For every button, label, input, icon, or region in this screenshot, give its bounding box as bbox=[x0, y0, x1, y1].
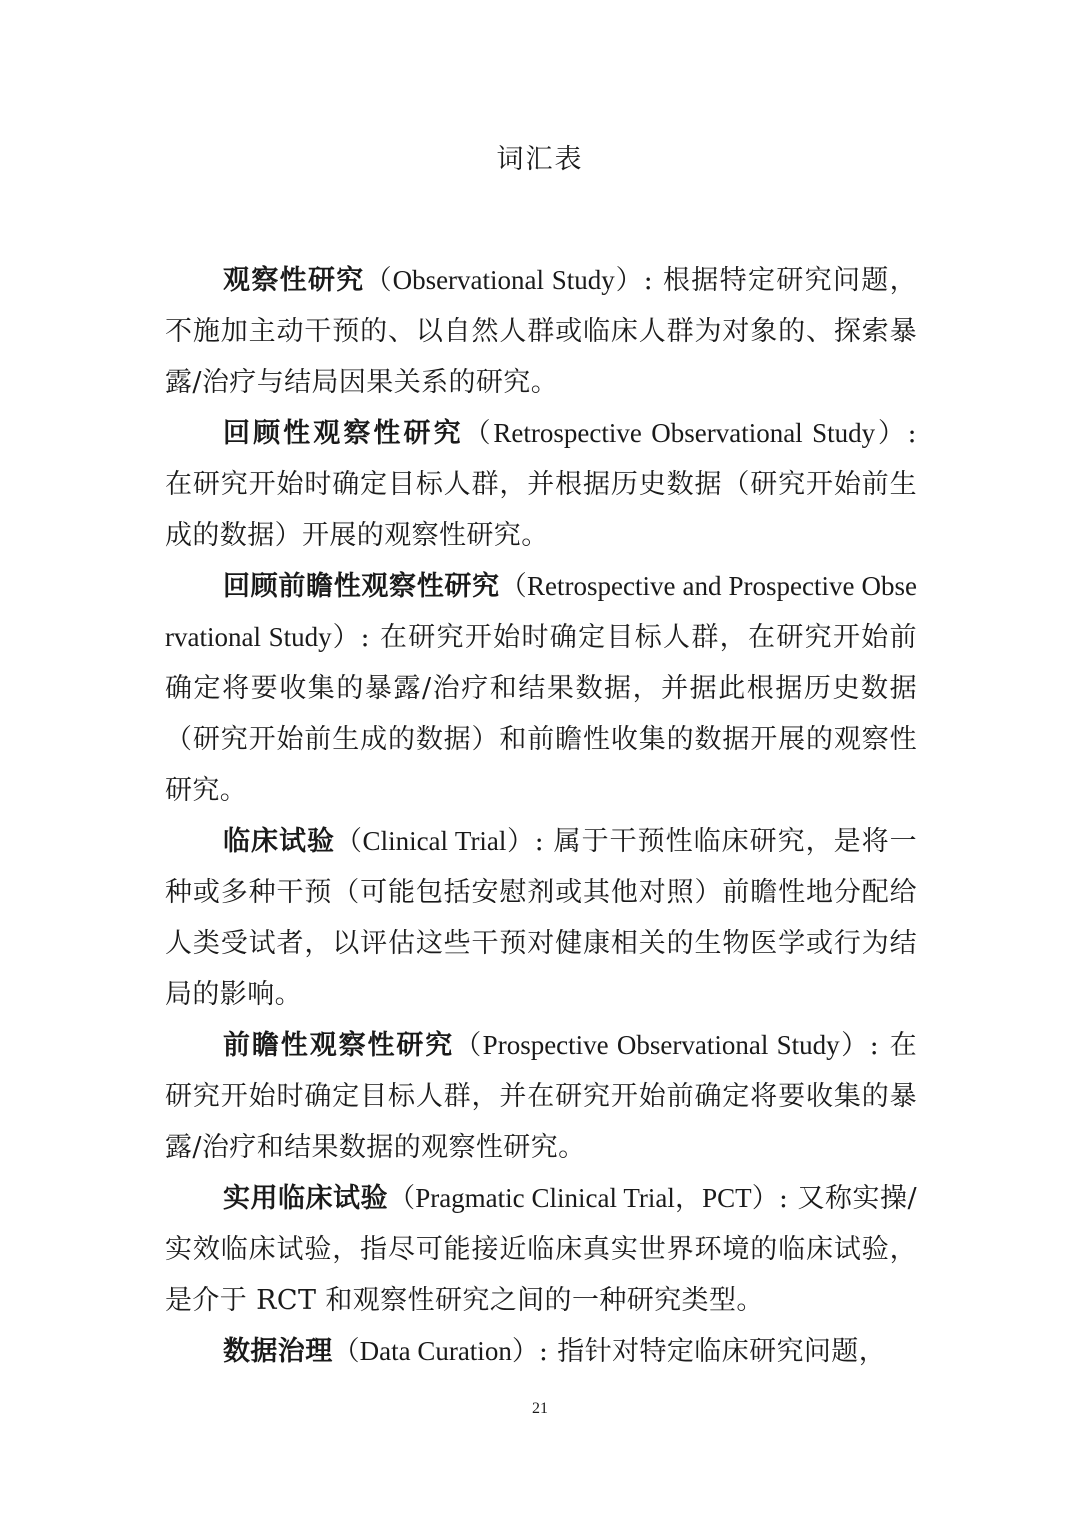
entry-term: 临床试验 bbox=[223, 826, 335, 857]
entry-english-term: （Prospective Observational Study） bbox=[454, 1030, 870, 1060]
entry-english-term: （Data Curation） bbox=[332, 1336, 539, 1366]
page-number: 21 bbox=[532, 1400, 548, 1417]
entry-definition: : 指针对特定临床研究问题， bbox=[538, 1336, 887, 1367]
glossary-body bbox=[165, 255, 917, 1377]
entry-english-term: （Clinical Trial） bbox=[334, 826, 535, 856]
entry-definition: : 根据特定研究问题，不施加主动干预的、以自然人群或临床人群为对象的、探索暴露/治疗与结局因果关系的研究。 bbox=[165, 265, 917, 398]
entry-definition: : 在研究开始时确定目标人群，并根据历史数据（研究开始前生成的数据）开展的观察性研究。 bbox=[165, 418, 918, 551]
entry-term: 观察性研究 bbox=[223, 265, 365, 296]
entry-definition: : 在研究开始时确定目标人群，并在研究开始前确定将要收集的暴露/治疗和结果数据的观察性研究。 bbox=[165, 1030, 918, 1163]
entry-term: 实用临床试验 bbox=[223, 1183, 389, 1214]
glossary-entry-retrospective-observational-study bbox=[165, 408, 917, 561]
entry-definition: : 在研究开始时确定目标人群，在研究开始前确定将要收集的暴露/治疗和结果数据，并据此根据历史数据（研究开始前生成的数据）和前瞻性收集的数据开展的观察性研究。 bbox=[165, 622, 917, 806]
glossary-entry-retrospective-prospective-study bbox=[165, 561, 917, 816]
entry-english-term: （Retrospective and Prospective Observational Study） bbox=[165, 571, 918, 652]
glossary-entry-prospective-observational-study bbox=[165, 1020, 917, 1173]
entry-definition: : 又称实操/实效临床试验，指尽可能接近临床真实世界环境的临床试验，是介于 RCT 和观察性研究之间的一种研究类型。 bbox=[165, 1183, 917, 1316]
glossary-entry-clinical-trial bbox=[165, 816, 917, 1020]
entry-term: 前瞻性观察性研究 bbox=[223, 1030, 455, 1061]
entry-english-term: （Pragmatic Clinical Trial，PCT） bbox=[388, 1183, 779, 1213]
entry-english-term: （Observational Study） bbox=[364, 265, 644, 295]
entry-english-term: （Retrospective Observational Study） bbox=[463, 418, 908, 448]
entry-term: 回顾前瞻性观察性研究 bbox=[223, 571, 500, 602]
page-title: 词汇表 bbox=[496, 144, 584, 175]
entry-definition: : 属于干预性临床研究，是将一种或多种干预（可能包括安慰剂或其他对照）前瞻性地分配给人类受试者，以评估这些干预对健康相关的生物医学或行为结局的影响。 bbox=[165, 826, 917, 1010]
entry-term: 数据治理 bbox=[223, 1336, 333, 1367]
glossary-entry-data-curation bbox=[165, 1326, 917, 1377]
entry-term: 回顾性观察性研究 bbox=[223, 418, 464, 449]
glossary-entry-pragmatic-clinical-trial bbox=[165, 1173, 917, 1326]
glossary-entry-observational-study bbox=[165, 255, 917, 408]
